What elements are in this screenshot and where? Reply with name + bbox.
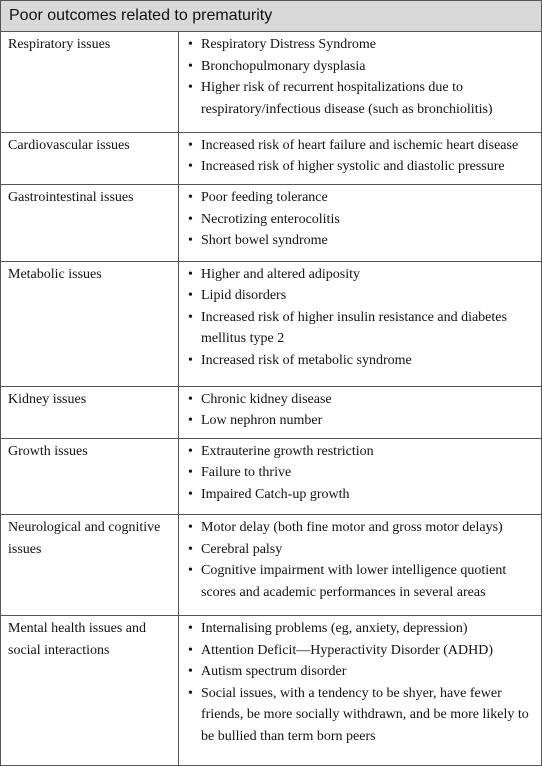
table-title-row [1, 1, 542, 32]
outcomes-cell [179, 386, 542, 438]
outcome-list-item: • Attention Deficit—Hyperactivity Disorder (ADHD) [201, 640, 535, 662]
outcome-list-item: • Chronic kidney disease [201, 389, 535, 411]
outcome-list-item: • Respiratory Distress Syndrome [201, 34, 535, 56]
outcome-list-item: • Failure to thrive [201, 462, 535, 484]
outcome-list-item: • Extrauterine growth restriction [201, 441, 535, 463]
outcome-list-item: • Social issues, with a tendency to be shyer, have fewer friends, be more socially withdrawn, and be more likely to be bullied than term born peers [201, 683, 535, 748]
outcome-list-item: • Low nephron number [201, 410, 535, 432]
outcome-list-item: • Increased risk of higher insulin resistance and diabetes mellitus type 2 [201, 307, 535, 350]
outcomes-cell [179, 261, 542, 386]
category-cell: Respiratory issues [1, 32, 179, 133]
table-row [1, 261, 542, 386]
outcome-list [179, 389, 535, 432]
outcome-list [179, 135, 535, 178]
category-cell: Gastrointestinal issues [1, 185, 179, 262]
category-cell: Growth issues [1, 438, 179, 515]
outcome-list-item: • Increased risk of heart failure and ischemic heart disease [201, 135, 535, 157]
table-row [1, 515, 542, 616]
outcomes-cell [179, 32, 542, 133]
table-title: Poor outcomes related to prematurity [1, 1, 542, 32]
category-cell: Cardiovascular issues [1, 132, 179, 184]
outcome-list [179, 187, 535, 252]
category-cell: Metabolic issues [1, 261, 179, 386]
table-row [1, 132, 542, 184]
table-row [1, 438, 542, 515]
outcomes-cell [179, 515, 542, 616]
outcomes-cell [179, 438, 542, 515]
outcome-list-item: • Internalising problems (eg, anxiety, depression) [201, 618, 535, 640]
category-cell: Mental health issues and social interactions [1, 616, 179, 766]
outcome-list-item: • Bronchopulmonary dysplasia [201, 56, 535, 78]
table-body [1, 32, 542, 766]
outcome-list-item: • Increased risk of metabolic syndrome [201, 350, 535, 372]
outcomes-cell [179, 132, 542, 184]
outcome-list-item: • Short bowel syndrome [201, 230, 535, 252]
outcome-list-item: • Impaired Catch-up growth [201, 484, 535, 506]
outcome-list-item: • Poor feeding tolerance [201, 187, 535, 209]
table-row [1, 616, 542, 766]
outcome-list-item: • Necrotizing enterocolitis [201, 209, 535, 231]
outcome-list-item: • Increased risk of higher systolic and diastolic pressure [201, 156, 535, 178]
outcome-list-item: • Higher and altered adiposity [201, 264, 535, 286]
outcome-list [179, 618, 535, 747]
outcome-list [179, 264, 535, 372]
outcomes-cell [179, 185, 542, 262]
outcome-list-item: • Cerebral palsy [201, 539, 535, 561]
table-row [1, 386, 542, 438]
outcome-list-item: • Motor delay (both fine motor and gross motor delays) [201, 517, 535, 539]
outcome-list-item: • Lipid disorders [201, 285, 535, 307]
outcome-list [179, 34, 535, 120]
outcome-list-item: • Autism spectrum disorder [201, 661, 535, 683]
category-cell: Neurological and cognitive issues [1, 515, 179, 616]
outcomes-cell [179, 616, 542, 766]
table-row [1, 185, 542, 262]
outcome-list [179, 517, 535, 603]
outcome-list-item: • Cognitive impairment with lower intelligence quotient scores and academic performances in several areas [201, 560, 535, 603]
outcome-list-item: • Higher risk of recurrent hospitalizations due to respiratory/infectious disease (such as bronchiolitis) [201, 77, 535, 120]
category-cell: Kidney issues [1, 386, 179, 438]
outcome-list [179, 441, 535, 506]
table-row [1, 32, 542, 133]
